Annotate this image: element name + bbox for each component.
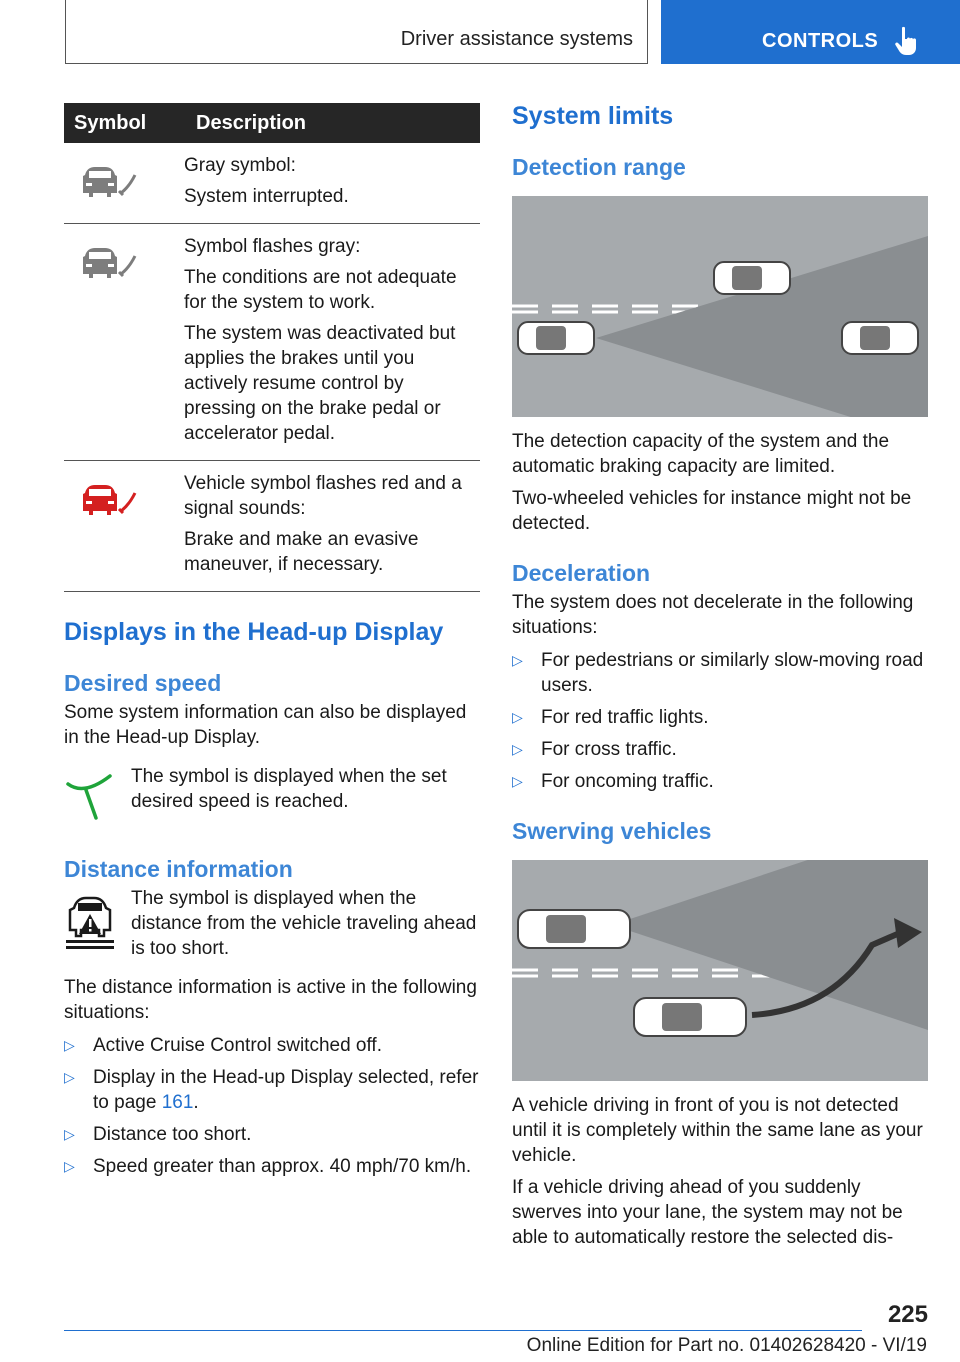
page-number: 225 <box>887 1301 928 1328</box>
swerving-paragraph-1: A vehicle driving in front of you is not detected until it is completely within the same lane as your vehicle. <box>512 1095 923 1166</box>
controls-tab-label: CONTROLS <box>762 30 879 52</box>
list-item-text: Distance too short. <box>93 1124 252 1145</box>
description-line: Vehicle symbol flashes red and a signal sounds: <box>184 473 462 519</box>
desired-speed-intro: Some system information can also be displayed in the Head-up Display. <box>64 702 467 748</box>
detection-range-drawing <box>512 196 928 417</box>
car-icon <box>714 262 790 294</box>
description-line: The system was deactivated but applies the brakes until you actively resume control by pressing on the brake pedal or accelerator pedal. <box>184 323 456 444</box>
desired-speed-symbol-text: The symbol is displayed when the set desired speed is reached. <box>131 766 447 812</box>
page-reference-link[interactable]: 161 <box>161 1092 194 1113</box>
description-line: System interrupted. <box>184 186 349 207</box>
car-icon <box>634 998 746 1036</box>
description-line: Gray symbol: <box>184 155 296 176</box>
desired-speed-icon <box>64 770 114 826</box>
table-row <box>64 224 480 461</box>
distance-symbol-text: The symbol is displayed when the distance from the vehicle traveling ahead is too short. <box>131 888 477 959</box>
deceleration-heading: Deceleration <box>512 560 651 586</box>
list-item <box>64 1122 480 1147</box>
deceleration-list <box>512 648 928 794</box>
symbol-table <box>64 103 480 592</box>
table-row <box>64 461 480 592</box>
list-item: ▷ Display in the Head-up Display selected, refer to page 161. <box>64 1067 479 1113</box>
table-row <box>64 143 480 224</box>
description-line: Symbol flashes gray: <box>184 236 361 257</box>
list-item-text: For pedestrians or similarly slow-moving road users. <box>541 650 924 696</box>
car-icon <box>842 322 918 354</box>
deceleration-intro: The system does not decelerate in the following situations: <box>512 592 914 638</box>
distance-info-heading: Distance information <box>64 856 293 882</box>
detection-range-illustration <box>512 196 928 417</box>
swerving-vehicles-illustration <box>512 860 928 1081</box>
list-item <box>512 648 928 698</box>
car-icon <box>518 910 630 948</box>
distance-conditions-list <box>64 1033 480 1179</box>
distance-symbol-row <box>64 886 480 961</box>
distance-warning-icon <box>64 890 116 950</box>
pointing-hand-icon <box>894 26 920 56</box>
hud-section-title: Displays in the Head-up Display <box>64 618 444 646</box>
description-column-header: Description <box>184 103 480 143</box>
triangle-bullet-icon: ▷ <box>512 652 523 668</box>
symbol-column-header: Symbol <box>64 103 184 143</box>
swerving-vehicles-drawing <box>512 860 928 1081</box>
left-column <box>64 103 480 1186</box>
list-item-text: Speed greater than approx. 40 mph/70 km/h. <box>93 1156 472 1177</box>
detection-range-heading: Detection range <box>512 154 686 180</box>
header-section-title: Driver assistance systems <box>400 28 633 50</box>
list-item-text: For red traffic lights. <box>541 707 709 728</box>
system-limits-title: System limits <box>512 102 674 130</box>
list-item <box>512 769 928 794</box>
list-item-text: Display in the Head-up Display selected, refer to page <box>93 1067 479 1113</box>
swerving-vehicles-heading: Swerving vehicles <box>512 818 712 844</box>
vehicle-warning-red-icon <box>77 479 137 523</box>
triangle-bullet-icon: ▷ <box>64 1126 75 1142</box>
description-line: The conditions are not adequate for the system to work. <box>184 267 457 313</box>
list-item <box>512 705 928 730</box>
edition-text: Online Edition for Part no. 01402628420 - VI/19 <box>526 1335 927 1356</box>
distance-info-intro: The distance information is active in the following situations: <box>64 977 477 1023</box>
list-item-text: For oncoming traffic. <box>541 771 714 792</box>
detection-paragraph-1: The detection capacity of the system and the automatic braking capacity are limited. <box>512 431 890 477</box>
description-line: Brake and make an evasive maneuver, if necessary. <box>184 529 419 575</box>
list-item <box>512 737 928 762</box>
vehicle-warning-gray-icon <box>77 242 137 286</box>
footer-divider <box>64 1330 862 1331</box>
desired-speed-heading: Desired speed <box>64 670 222 696</box>
right-column <box>512 100 928 1250</box>
list-item <box>64 1154 480 1179</box>
header-section-box <box>65 0 648 64</box>
list-item-text: For cross traffic. <box>541 739 677 760</box>
car-icon <box>518 322 594 354</box>
list-item <box>64 1033 480 1058</box>
controls-tab[interactable] <box>661 0 960 64</box>
vehicle-warning-gray-icon <box>77 161 137 205</box>
triangle-bullet-icon: ▷ <box>64 1037 75 1053</box>
triangle-bullet-icon: ▷ <box>512 741 523 757</box>
triangle-bullet-icon: ▷ <box>64 1069 75 1085</box>
triangle-bullet-icon: ▷ <box>512 773 523 789</box>
detection-paragraph-2: Two-wheeled vehicles for instance might not be detected. <box>512 488 912 534</box>
swerving-paragraph-2: If a vehicle driving ahead of you suddenly swerves into your lane, the system may not be able to automatically restore the selected dis- <box>512 1177 903 1248</box>
list-item-text: Active Cruise Control switched off. <box>93 1035 382 1056</box>
desired-speed-symbol-row <box>64 764 480 824</box>
triangle-bullet-icon: ▷ <box>512 709 523 725</box>
triangle-bullet-icon: ▷ <box>64 1158 75 1174</box>
